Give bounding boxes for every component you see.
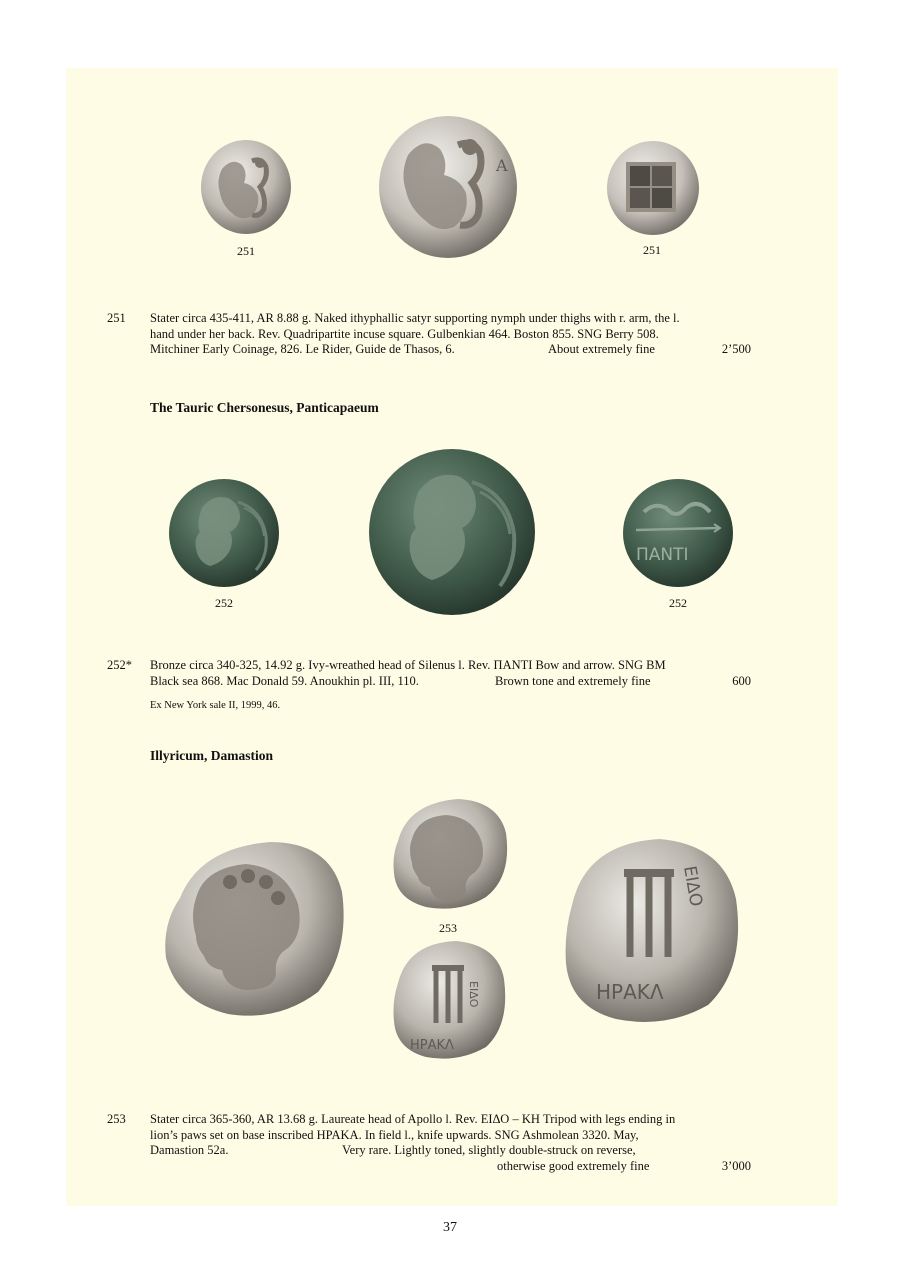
coin-caption: 252 xyxy=(215,596,233,610)
svg-text:Α: Α xyxy=(496,156,508,175)
description-line xyxy=(150,342,751,358)
coin-252-reverse xyxy=(622,478,734,588)
page-number: 37 xyxy=(443,1220,457,1235)
description-line: Stater circa 435-411, AR 8.88 g. Naked ithyphallic satyr supporting nymph under thighs with r. arm, the l. xyxy=(150,311,680,325)
description-line: Stater circa 365-360, AR 13.68 g. Laureate head of Apollo l. Rev. ΕΙΔΟ – ΚΗ Tripod with legs ending in xyxy=(150,1112,676,1126)
lot-price: 2’500 xyxy=(721,342,751,356)
coin-252-obverse-small xyxy=(168,478,280,588)
description-line: hand under her back. Rev. Quadripartite incuse square. Gulbenkian 464. Boston 855. SNG Berry 508. xyxy=(150,326,659,341)
section-heading: Illyricum, Damastion xyxy=(150,748,273,763)
coin-251-obverse-small xyxy=(200,139,292,235)
lot-price: 600 xyxy=(732,673,751,688)
lot-grade-note: Very rare. Lightly toned, slightly double-struck on reverse, xyxy=(342,1143,636,1157)
section-heading: The Tauric Chersonesus, Panticapaeum xyxy=(150,400,379,415)
description-text: Damastion 52a. xyxy=(150,1143,229,1157)
coin-251-obverse-large xyxy=(378,115,518,260)
coin-legend: ΗΡΑΚΛ xyxy=(596,980,664,1004)
coin-251-reverse xyxy=(606,140,700,236)
description-text: Black sea 868. Mac Donald 59. Anoukhin pl. III, 110. xyxy=(150,673,419,688)
lot-price: 3’000 xyxy=(721,1158,751,1173)
lot-number: 251 xyxy=(107,311,126,325)
lot-grade: Brown tone and extremely fine xyxy=(495,673,651,688)
lot-grade: About extremely fine xyxy=(548,342,655,356)
coin-253-reverse-small xyxy=(388,937,510,1061)
lot-grade: otherwise good extremely fine xyxy=(497,1158,650,1173)
coin-caption: 252 xyxy=(669,596,687,610)
lot-number: 252* xyxy=(107,658,132,672)
coin-253-obverse-large xyxy=(160,838,344,1020)
lot-description xyxy=(150,311,751,358)
coin-legend: ΗΡΑΚΛ xyxy=(410,1038,454,1053)
coin-legend: ΕΙΔΟ xyxy=(679,864,706,909)
coin-253-obverse-small xyxy=(388,795,510,913)
coin-caption: 251 xyxy=(237,244,255,258)
lot-number: 253 xyxy=(107,1112,126,1126)
coin-252-obverse-large xyxy=(368,448,536,616)
description-line: Bronze circa 340-325, 14.92 g. Ivy-wreathed head of Silenus l. Rev. ΠΑΝΤΙ Bow and arrow. SNG BM xyxy=(150,658,666,672)
provenance-note: Ex New York sale II, 1999, 46. xyxy=(150,700,281,711)
coin-caption: 251 xyxy=(643,243,661,257)
description-line: lion’s paws set on base inscribed ΗΡΑΚΑ. In field l., knife upwards. SNG Ashmolean 3320. May, xyxy=(150,1127,639,1142)
coin-legend: ΠΑΝΤΙ xyxy=(636,545,689,565)
description-line xyxy=(150,1159,751,1175)
coin-253-reverse-large xyxy=(558,833,744,1023)
coin-caption: 253 xyxy=(439,921,457,935)
description-text: Mitchiner Early Coinage, 826. Le Rider, Guide de Thasos, 6. xyxy=(150,342,455,356)
description-line xyxy=(150,1143,751,1159)
coin-legend: ΕΙΔΟ xyxy=(467,981,480,1008)
lot-description xyxy=(150,658,751,689)
lot-description xyxy=(150,1112,751,1174)
description-line xyxy=(150,674,751,690)
